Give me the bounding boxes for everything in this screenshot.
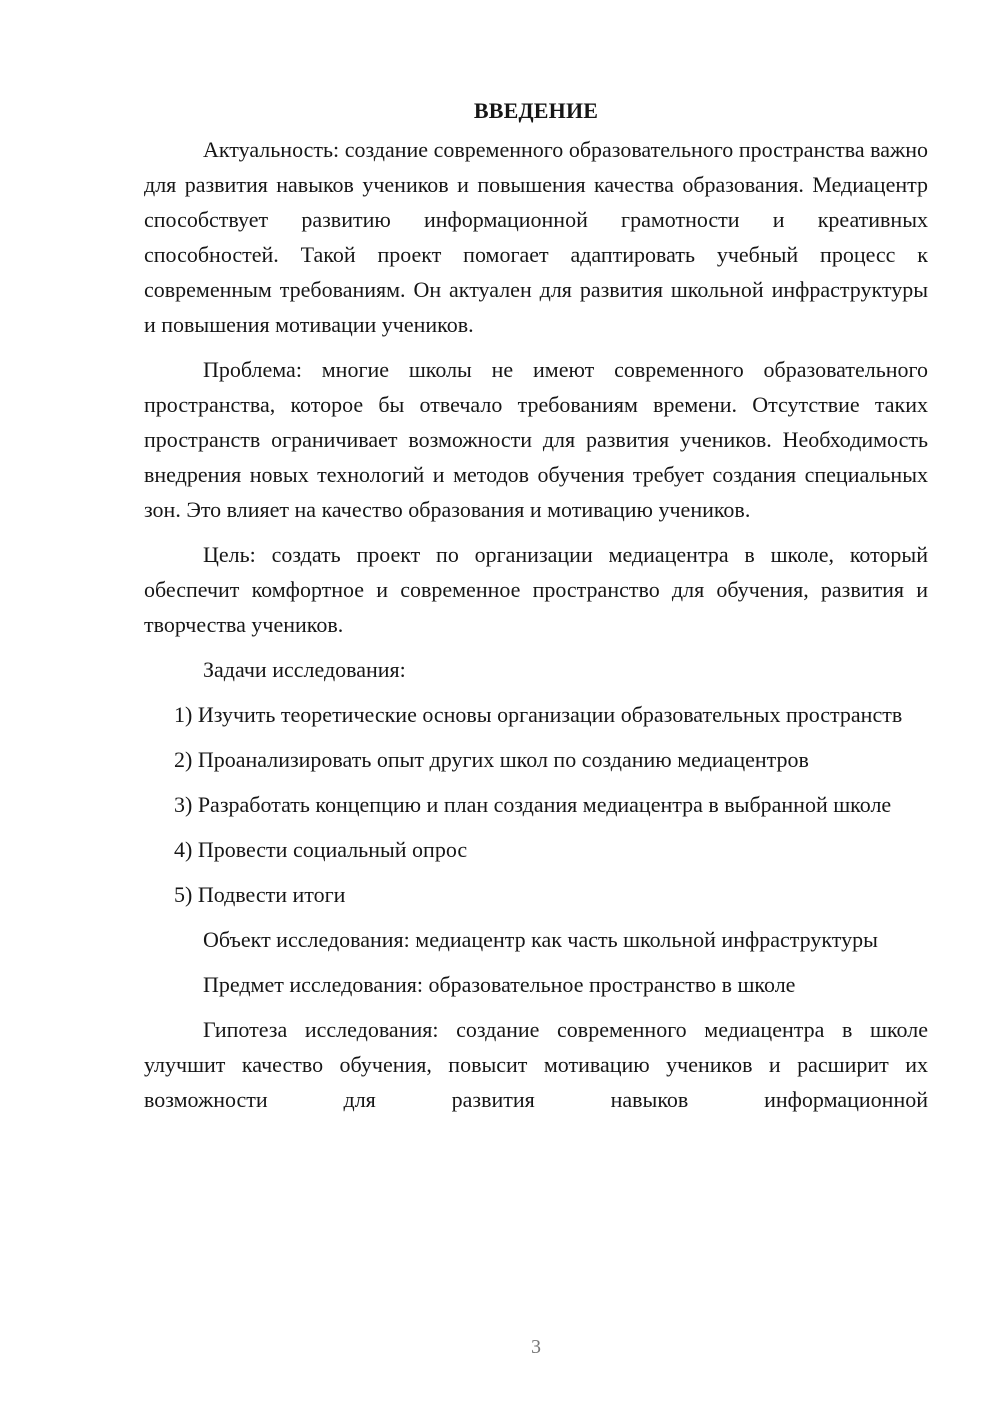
task-item: 1) Изучить теоретические основы организации образовательных пространств (174, 702, 903, 727)
subject-paragraph: Предмет исследования: образовательное пространство в школе (203, 972, 796, 997)
tasks-intro: Задачи исследования: (203, 657, 406, 682)
task-item: 4) Провести социальный опрос (174, 837, 468, 862)
page-content (144, 93, 928, 1127)
problem-paragraph: Проблема: многие школы не имеют современного образовательного пространства, которое бы отвечало требованиям времени. Отсутствие таких пространств ограничивает возможности для развития учеников. Необходимость внедрения новых технологий и методов обучения требует создания специальных зон. Это влияет на качество образования и мотивацию учеников. (144, 357, 928, 522)
task-item: 5) Подвести итоги (174, 882, 346, 907)
task-item: 3) Разработать концепцию и план создания медиацентра в выбранной школе (174, 792, 892, 817)
object-paragraph: Объект исследования: медиацентр как часть школьной инфраструктуры (203, 927, 878, 952)
task-item: 2) Проанализировать опыт других школ по созданию медиацентров (174, 747, 809, 772)
goal-paragraph: Цель: создать проект по организации медиацентра в школе, который обеспечит комфортное и современное пространство для обучения, развития и творчества учеников. (144, 542, 928, 637)
hypothesis-paragraph: Гипотеза исследования: создание современного медиацентра в школе улучшит качество обучения, повысит мотивацию учеников и расширит их возможности для развития навыков информационной (144, 1017, 928, 1112)
section-heading: ВВЕДЕНИЕ (473, 98, 599, 123)
page-number: 3 (531, 1336, 541, 1358)
relevance-paragraph: Актуальность: создание современного образовательного пространства важно для развития навыков учеников и повышения качества образования. Медиацентр способствует развитию информационной грамотности и креативных способностей. Такой проект помогает адаптировать учебный процесс к современным требованиям. Он актуален для развития школьной инфраструктуры и повышения мотивации учеников. (144, 137, 928, 337)
